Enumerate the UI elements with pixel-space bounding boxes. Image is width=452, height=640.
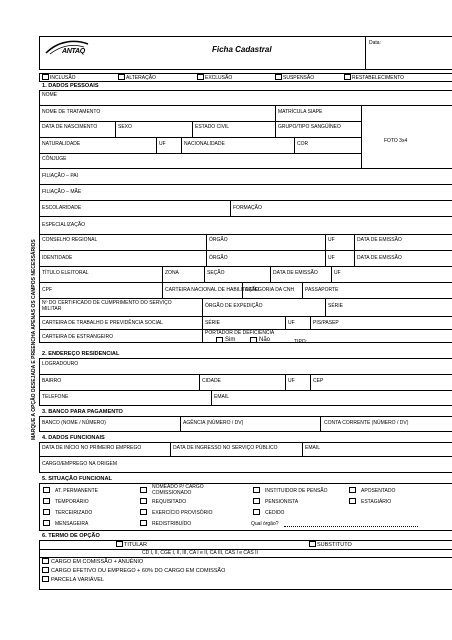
- estagiario-label: ESTAGIÁRIO: [361, 499, 392, 505]
- matricula-label: MATRÍCULA SIAPE: [278, 109, 323, 115]
- cedido-checkbox[interactable]: [253, 509, 260, 515]
- formacao-label: FORMAÇÃO: [233, 205, 262, 211]
- cep-label: CEP: [313, 378, 324, 384]
- bairro-label: BAIRRO: [42, 378, 62, 384]
- cnh-categoria-label: CATEGORIA DA CNH: [245, 287, 295, 293]
- estrangeiro-label: CARTEIRA DE ESTRANGEIRO: [42, 334, 114, 340]
- temporario-checkbox[interactable]: [43, 498, 50, 504]
- titulo-label: TÍTULO ELEITORAL: [42, 270, 89, 276]
- suspensao-checkbox[interactable]: [275, 74, 282, 80]
- date-label: Data:: [369, 40, 381, 46]
- naturalidade-uf-label: UF: [159, 141, 166, 147]
- portador-sim-label: Sim: [225, 337, 236, 343]
- cargo-origem-label: CARGO/EMPREGO NA ORIGEM: [42, 461, 118, 467]
- ctps-serie-label: SÉRIE: [205, 320, 221, 326]
- conselho-emissao-label: DATA DE EMISSÃO: [357, 237, 402, 243]
- telefone-label: TELEFONE: [42, 394, 69, 400]
- funcional-email-label: EMAIL: [305, 445, 321, 451]
- ingresso-label: DATA DE INGRESSO NO SERVIÇO PÚBLICO: [173, 445, 278, 451]
- grupo-sanguineo-label: GRUPO/TIPO SANGÜÍNEO: [278, 124, 341, 130]
- identidade-emissao-label: DATA DE EMISSÃO: [357, 255, 402, 261]
- titulo-emissao-label: DATA DE EMISSÃO: [273, 270, 318, 276]
- endereco-email-label: EMAIL: [214, 394, 230, 400]
- mae-label: FILIAÇÃO – MÃE: [42, 189, 82, 195]
- mensageira-checkbox[interactable]: [43, 520, 50, 526]
- banco-label: BANCO (NOME / NÚMERO): [42, 420, 106, 426]
- nascimento-label: DATA DE NASCIMENTO: [42, 124, 98, 130]
- pensionista-checkbox[interactable]: [253, 498, 260, 504]
- terceirizado-checkbox[interactable]: [43, 509, 50, 515]
- pis-label: PIS/PASEP: [313, 320, 339, 326]
- identidade-orgao-label: ÓRGÃO: [209, 255, 228, 261]
- endereco-uf-label: UF: [288, 378, 295, 384]
- sexo-label: SEXO: [118, 124, 132, 130]
- nome-label: NOME: [42, 92, 57, 98]
- estagiario-checkbox[interactable]: [349, 498, 356, 504]
- conjuge-label: CÔNJUGE: [42, 156, 67, 162]
- parcela-variavel-checkbox[interactable]: [42, 576, 49, 582]
- section-1-title: 1. DADOS PESSOAIS: [42, 83, 99, 89]
- at-permanente-label: AT. PERMANENTE: [55, 488, 98, 494]
- suspensao-label: SUSPENSÃO: [283, 75, 315, 81]
- requisitado-checkbox[interactable]: [140, 498, 147, 504]
- inicio-label: DATA DE INÍCIO NO PRIMEIRO EMPREGO: [42, 445, 142, 451]
- qual-orgao-line[interactable]: [284, 526, 418, 527]
- conselho-orgao-label: ÓRGÃO: [209, 237, 228, 243]
- escolaridade-label: ESCOLARIDADE: [42, 205, 82, 211]
- header-divider: [365, 36, 366, 70]
- identidade-label: IDENTIDADE: [42, 255, 73, 261]
- section-4-title: 4. DADOS FUNCIONAIS: [42, 435, 105, 441]
- photo-divider: [361, 105, 362, 168]
- cargo-efetivo-checkbox[interactable]: [42, 567, 49, 573]
- cidade-label: CIDADE: [202, 378, 221, 384]
- zona-label: ZONA: [165, 270, 179, 276]
- qual-orgao-label: Qual órgão?: [251, 521, 279, 527]
- titular-checkbox[interactable]: [116, 541, 123, 547]
- naturalidade-label: NATURALIDADE: [42, 141, 81, 147]
- logradouro-label: LOGRADOURO: [42, 361, 79, 367]
- portador-label: PORTADOR DE DEFICIÊNCIA: [205, 330, 275, 336]
- requisitado-label: REQUISITADO: [152, 499, 187, 505]
- portador-nao-checkbox[interactable]: [250, 337, 257, 343]
- instituidor-checkbox[interactable]: [253, 487, 260, 493]
- cor-label: COR: [297, 141, 309, 147]
- terceirizado-label: TERCEIRIZADO: [55, 510, 93, 516]
- aposentado-checkbox[interactable]: [349, 487, 356, 493]
- at-permanente-checkbox[interactable]: [43, 487, 50, 493]
- substituto-checkbox[interactable]: [309, 541, 316, 547]
- conta-label: CONTA CORRENTE (NÚMERO / DV): [324, 420, 409, 426]
- nome-tratamento-label: NOME DE TRATAMENTO: [42, 109, 101, 115]
- militar-label: Nº DO CERTIFICADO DE CUMPRIMENTO DO SERVIÇO MILITAR: [42, 300, 172, 312]
- portador-sim-checkbox[interactable]: [216, 337, 223, 343]
- titulo-uf-label: UF: [334, 270, 341, 276]
- exclusao-label: EXCLUSÃO: [205, 75, 233, 81]
- secao-label: SEÇÃO: [207, 270, 225, 276]
- conselho-uf-label: UF: [328, 237, 335, 243]
- redistribuido-checkbox[interactable]: [140, 520, 147, 526]
- cargo-anuenio-checkbox[interactable]: [42, 558, 49, 564]
- cedido-label: CEDIDO: [265, 510, 285, 516]
- pai-label: FILIAÇÃO – PAI: [42, 173, 79, 179]
- aposentado-label: APOSENTADO: [361, 488, 396, 494]
- instituidor-label: INSTITUIDOR DE PENSÃO: [265, 488, 328, 494]
- expedicao-label: ÓRGÃO DE EXPEDIÇÃO: [205, 303, 263, 309]
- portador-nao-label: Não: [259, 337, 271, 343]
- ctps-label: CARTEIRA DE TRABALHO E PREVIDÊNCIA SOCIAL: [42, 320, 163, 326]
- cargo-efetivo-label: CARGO EFETIVO OU EMPREGO + 60% DO CARGO EM COMISSÃO: [51, 568, 226, 574]
- nacionalidade-label: NACIONALIDADE: [184, 141, 225, 147]
- restabelecimento-label: RESTABELECIMENTO: [352, 75, 405, 81]
- ctps-uf-label: UF: [288, 320, 295, 326]
- alteracao-checkbox[interactable]: [118, 74, 125, 80]
- logo-text: ANTAQ: [62, 48, 85, 55]
- cpf-label: CPF: [42, 287, 52, 293]
- cargo-anuenio-label: CARGO EM COMISSÃO + ANUÊNIO: [51, 559, 144, 565]
- section-2-title: 2. ENDEREÇO RESIDENCIAL: [42, 351, 120, 357]
- exercicio-provisorio-label: EXERCÍCIO PROVISÓRIO: [152, 510, 213, 516]
- nomeado-checkbox[interactable]: [140, 487, 147, 493]
- redistribuido-label: REDISTRIBUÍDO: [152, 521, 192, 527]
- exercicio-provisorio-checkbox[interactable]: [140, 509, 147, 515]
- section-5-title: 5. SITUAÇÃO FUNCIONAL: [42, 476, 112, 482]
- conselho-label: CONSELHO REGIONAL: [42, 237, 98, 243]
- inclusao-label: INCLUSÃO: [50, 75, 76, 81]
- section-3-title: 3. BANCO PARA PAGAMENTO: [42, 409, 123, 415]
- restabelecimento-checkbox[interactable]: [344, 74, 351, 80]
- cd-line: CD I, II, CGE I, II, III, CA I e II, CA III, CAS I e CAS II: [142, 550, 258, 556]
- exclusao-checkbox[interactable]: [197, 74, 204, 80]
- agencia-label: AGÊNCIA (NÚMERO / DV): [183, 420, 244, 426]
- parcela-variavel-label: PARCELA VARIÁVEL: [51, 577, 104, 583]
- inclusao-checkbox[interactable]: [42, 74, 49, 80]
- photo-label: FOTO 3x4: [384, 138, 408, 144]
- substituto-label: SUBSTITUTO: [317, 542, 352, 548]
- portador-tipo-label: TIPO:: [294, 339, 308, 345]
- page-title: Ficha Cadastral: [212, 45, 272, 54]
- section-2-box: [39, 358, 452, 406]
- militar-serie-label: SÉRIE: [328, 303, 344, 309]
- side-instruction: MARQUE A OPÇÃO DESEJADA E PREENCHA APENAS OS CAMPOS NECESSÁRIOS: [31, 239, 37, 440]
- alteracao-label: ALTERAÇÃO: [126, 75, 156, 81]
- especializacao-label: ESPECIALIZAÇÃO: [42, 222, 86, 228]
- identidade-uf-label: UF: [328, 255, 335, 261]
- cnh-label: CARTEIRA NACIONAL DE HABILITAÇÃO: [165, 287, 260, 293]
- passaporte-label: PASSAPORTE: [305, 287, 339, 293]
- mensageira-label: MENSAGEIRA: [55, 521, 89, 527]
- estado-civil-label: ESTADO CIVIL: [195, 124, 230, 130]
- nomeado-label: NOMEADO P/ CARGO COMISSIONADO: [152, 484, 204, 496]
- section-6-title: 6. TERMO DE OPÇÃO: [42, 533, 100, 539]
- titular-label: TITULAR: [124, 542, 147, 548]
- pensionista-label: PENSIONISTA: [265, 499, 299, 505]
- temporario-label: TEMPORÁRIO: [55, 499, 89, 505]
